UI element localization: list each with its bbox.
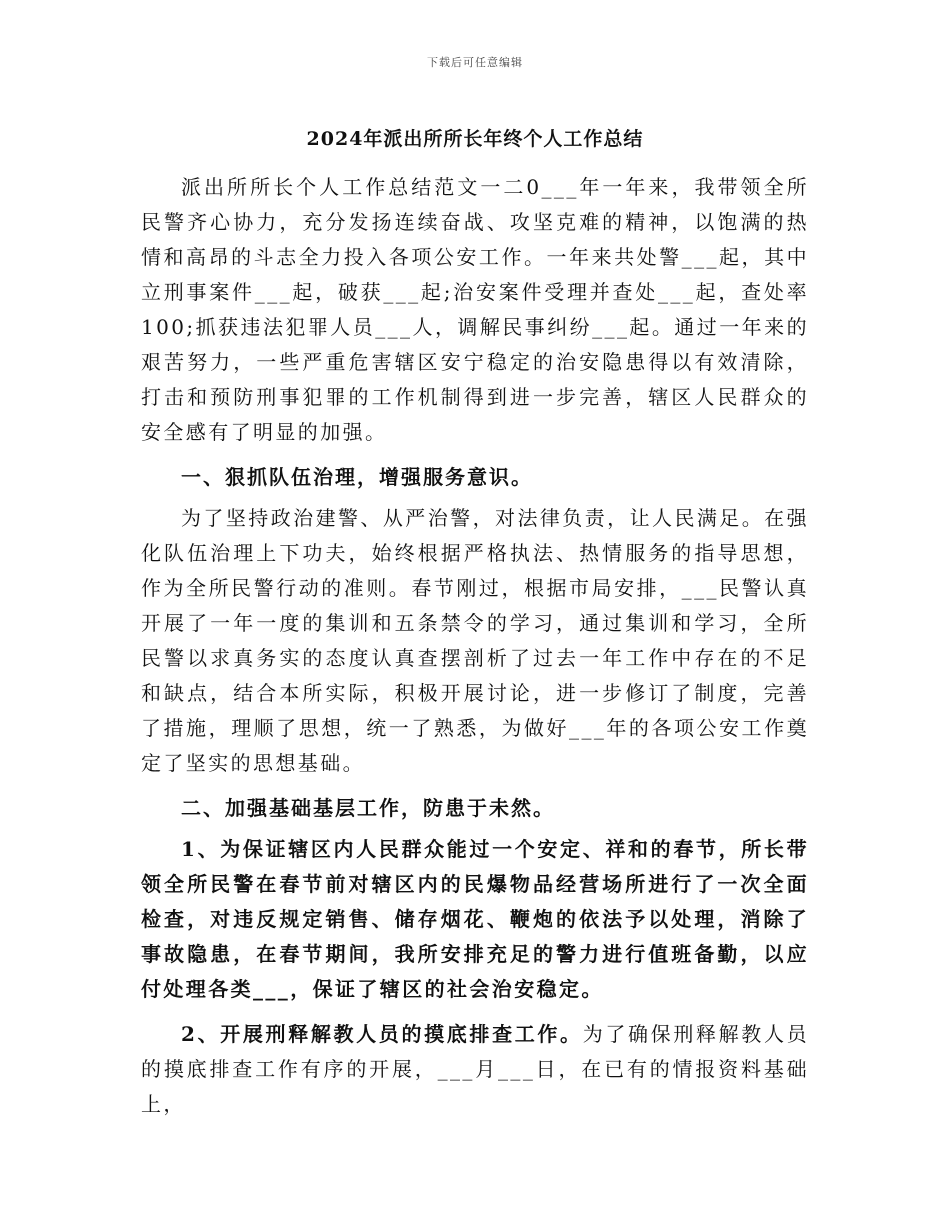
section-1-paragraph: 为了坚持政治建警、从严治警，对法律负责，让人民满足。在强化队伍治理上下功夫，始终根据严格执法、热情服务的指导思想，作为全所民警行动的准则。春节刚过，根据市局安排，___民警认真开展了一年一度的集训和五条禁令的学习，通过集训和学习，全所民警以求真务实的态度认真查摆剖析了过去一年工作中存在的不足和缺点，结合本所实际，积极开展讨论，进一步修订了制度，完善了措施，理顺了思想，统一了熟悉，为做好___年的各项公安工作奠定了坚实的思想基础。 — [141, 506, 809, 775]
section-2-item-2-paragraph — [141, 1017, 809, 1122]
document-body — [141, 170, 809, 1132]
intro-paragraph: 派出所所长个人工作总结范文一二0___年一年来，我带领全所民警齐心协力，充分发扬连续奋战、攻坚克难的精神，以饱满的热情和高昂的斗志全力投入各项公安工作。一年来共处警___起，其中立刑事案件___起，破获___起;治安案件受理并查处___起，查处率100;抓获违法犯罪人员___人，调解民事纠纷___起。通过一年来的艰苦努力，一些严重危害辖区安宁稳定的治安隐患得以有效清除，打击和预防刑事犯罪的工作机制得到进一步完善，辖区人民群众的安全感有了明显的加强。 — [141, 175, 809, 444]
section-2-item-2-lead: 2、开展刑释解教人员的摸底排查工作。 — [181, 1022, 583, 1046]
section-2-item-2-text: 为了确保刑释解教人员的摸底排查工作有序的开展，___月___日，在已有的情报资料基础上， — [141, 1022, 809, 1116]
section-2-item-1-paragraph: 1、为保证辖区内人民群众能过一个安定、祥和的春节，所长带领全所民警在春节前对辖区内的民爆物品经营场所进行了一次全面检查，对违反规定销售、储存烟花、鞭炮的依法予以处理，消除了事故隐患，在春节期间，我所安排充足的警力进行值班备勤，以应付处理各类___，保证了辖区的社会治安稳定。 — [141, 837, 809, 1001]
document-title: 2024年派出所所长年终个人工作总结 — [306, 128, 644, 150]
section-heading-2: 二、加强基础基层工作，防患于未然。 — [181, 796, 555, 820]
section-heading-1: 一、狠抓队伍治理，增强服务意识。 — [181, 465, 533, 489]
header-note: 下载后可任意编辑 — [427, 56, 523, 69]
